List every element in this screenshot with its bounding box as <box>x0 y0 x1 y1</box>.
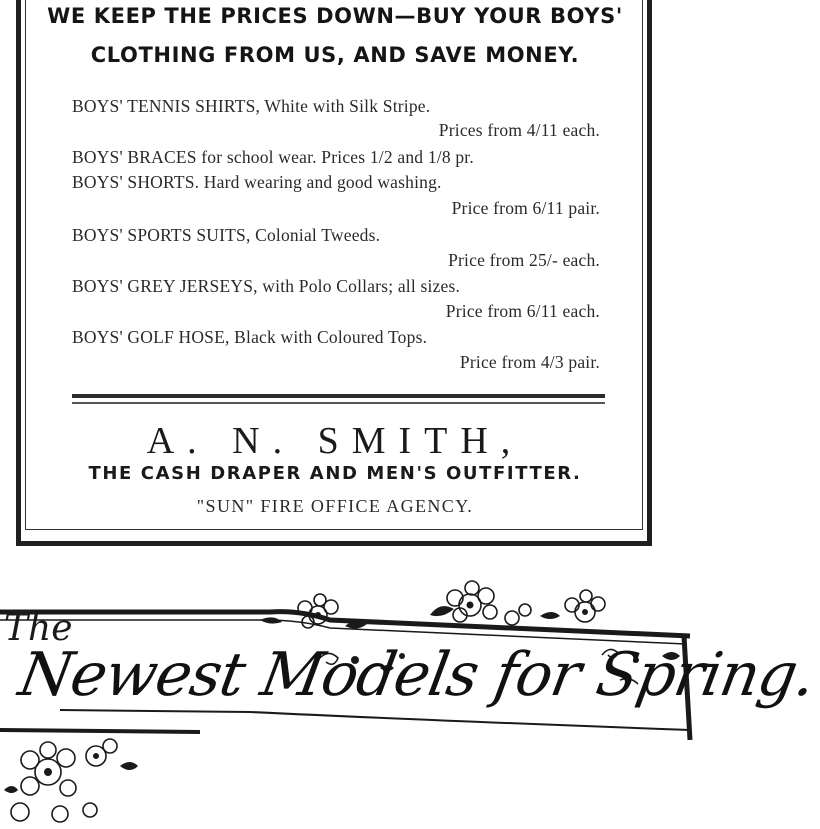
banner-the-text: The <box>4 608 73 649</box>
item-grey-jerseys-price: Price from 6/11 each. <box>445 301 600 321</box>
spring-banner <box>0 560 820 829</box>
merchant-name: A. N. SMITH, <box>146 420 524 462</box>
item-golf-hose: BOYS' GOLF HOSE, Black with Coloured Tops. <box>72 327 428 347</box>
item-shorts: BOYS' SHORTS. Hard wearing and good washing. <box>72 172 442 192</box>
item-sports-suits: BOYS' SPORTS SUITS, Colonial Tweeds. <box>72 225 381 245</box>
divider-thick <box>72 394 605 398</box>
headline-line-1: WE KEEP THE PRICES DOWN—BUY YOUR BOYS' <box>47 4 623 28</box>
item-braces: BOYS' BRACES for school wear. Prices 1/2 and 1/8 pr. <box>72 147 474 167</box>
item-tennis-shirts-price: Prices from 4/11 each. <box>438 120 600 140</box>
item-tennis-shirts: BOYS' TENNIS SHIRTS, White with Silk Stripe. <box>72 96 431 116</box>
item-shorts-price: Price from 6/11 pair. <box>451 198 600 218</box>
item-grey-jerseys: BOYS' GREY JERSEYS, with Polo Collars; all sizes. <box>72 276 461 296</box>
divider-thin <box>72 402 605 404</box>
merchant-subtitle: THE CASH DRAPER AND MEN'S OUTFITTER. <box>88 463 582 484</box>
headline-line-2: CLOTHING FROM US, AND SAVE MONEY. <box>90 43 580 67</box>
item-sports-suits-price: Price from 25/- each. <box>448 250 600 270</box>
item-golf-hose-price: Price from 4/3 pair. <box>459 352 600 372</box>
banner-title: Newest Models for Spring. <box>13 640 820 710</box>
merchant-agency: "SUN" FIRE OFFICE AGENCY. <box>196 496 474 516</box>
